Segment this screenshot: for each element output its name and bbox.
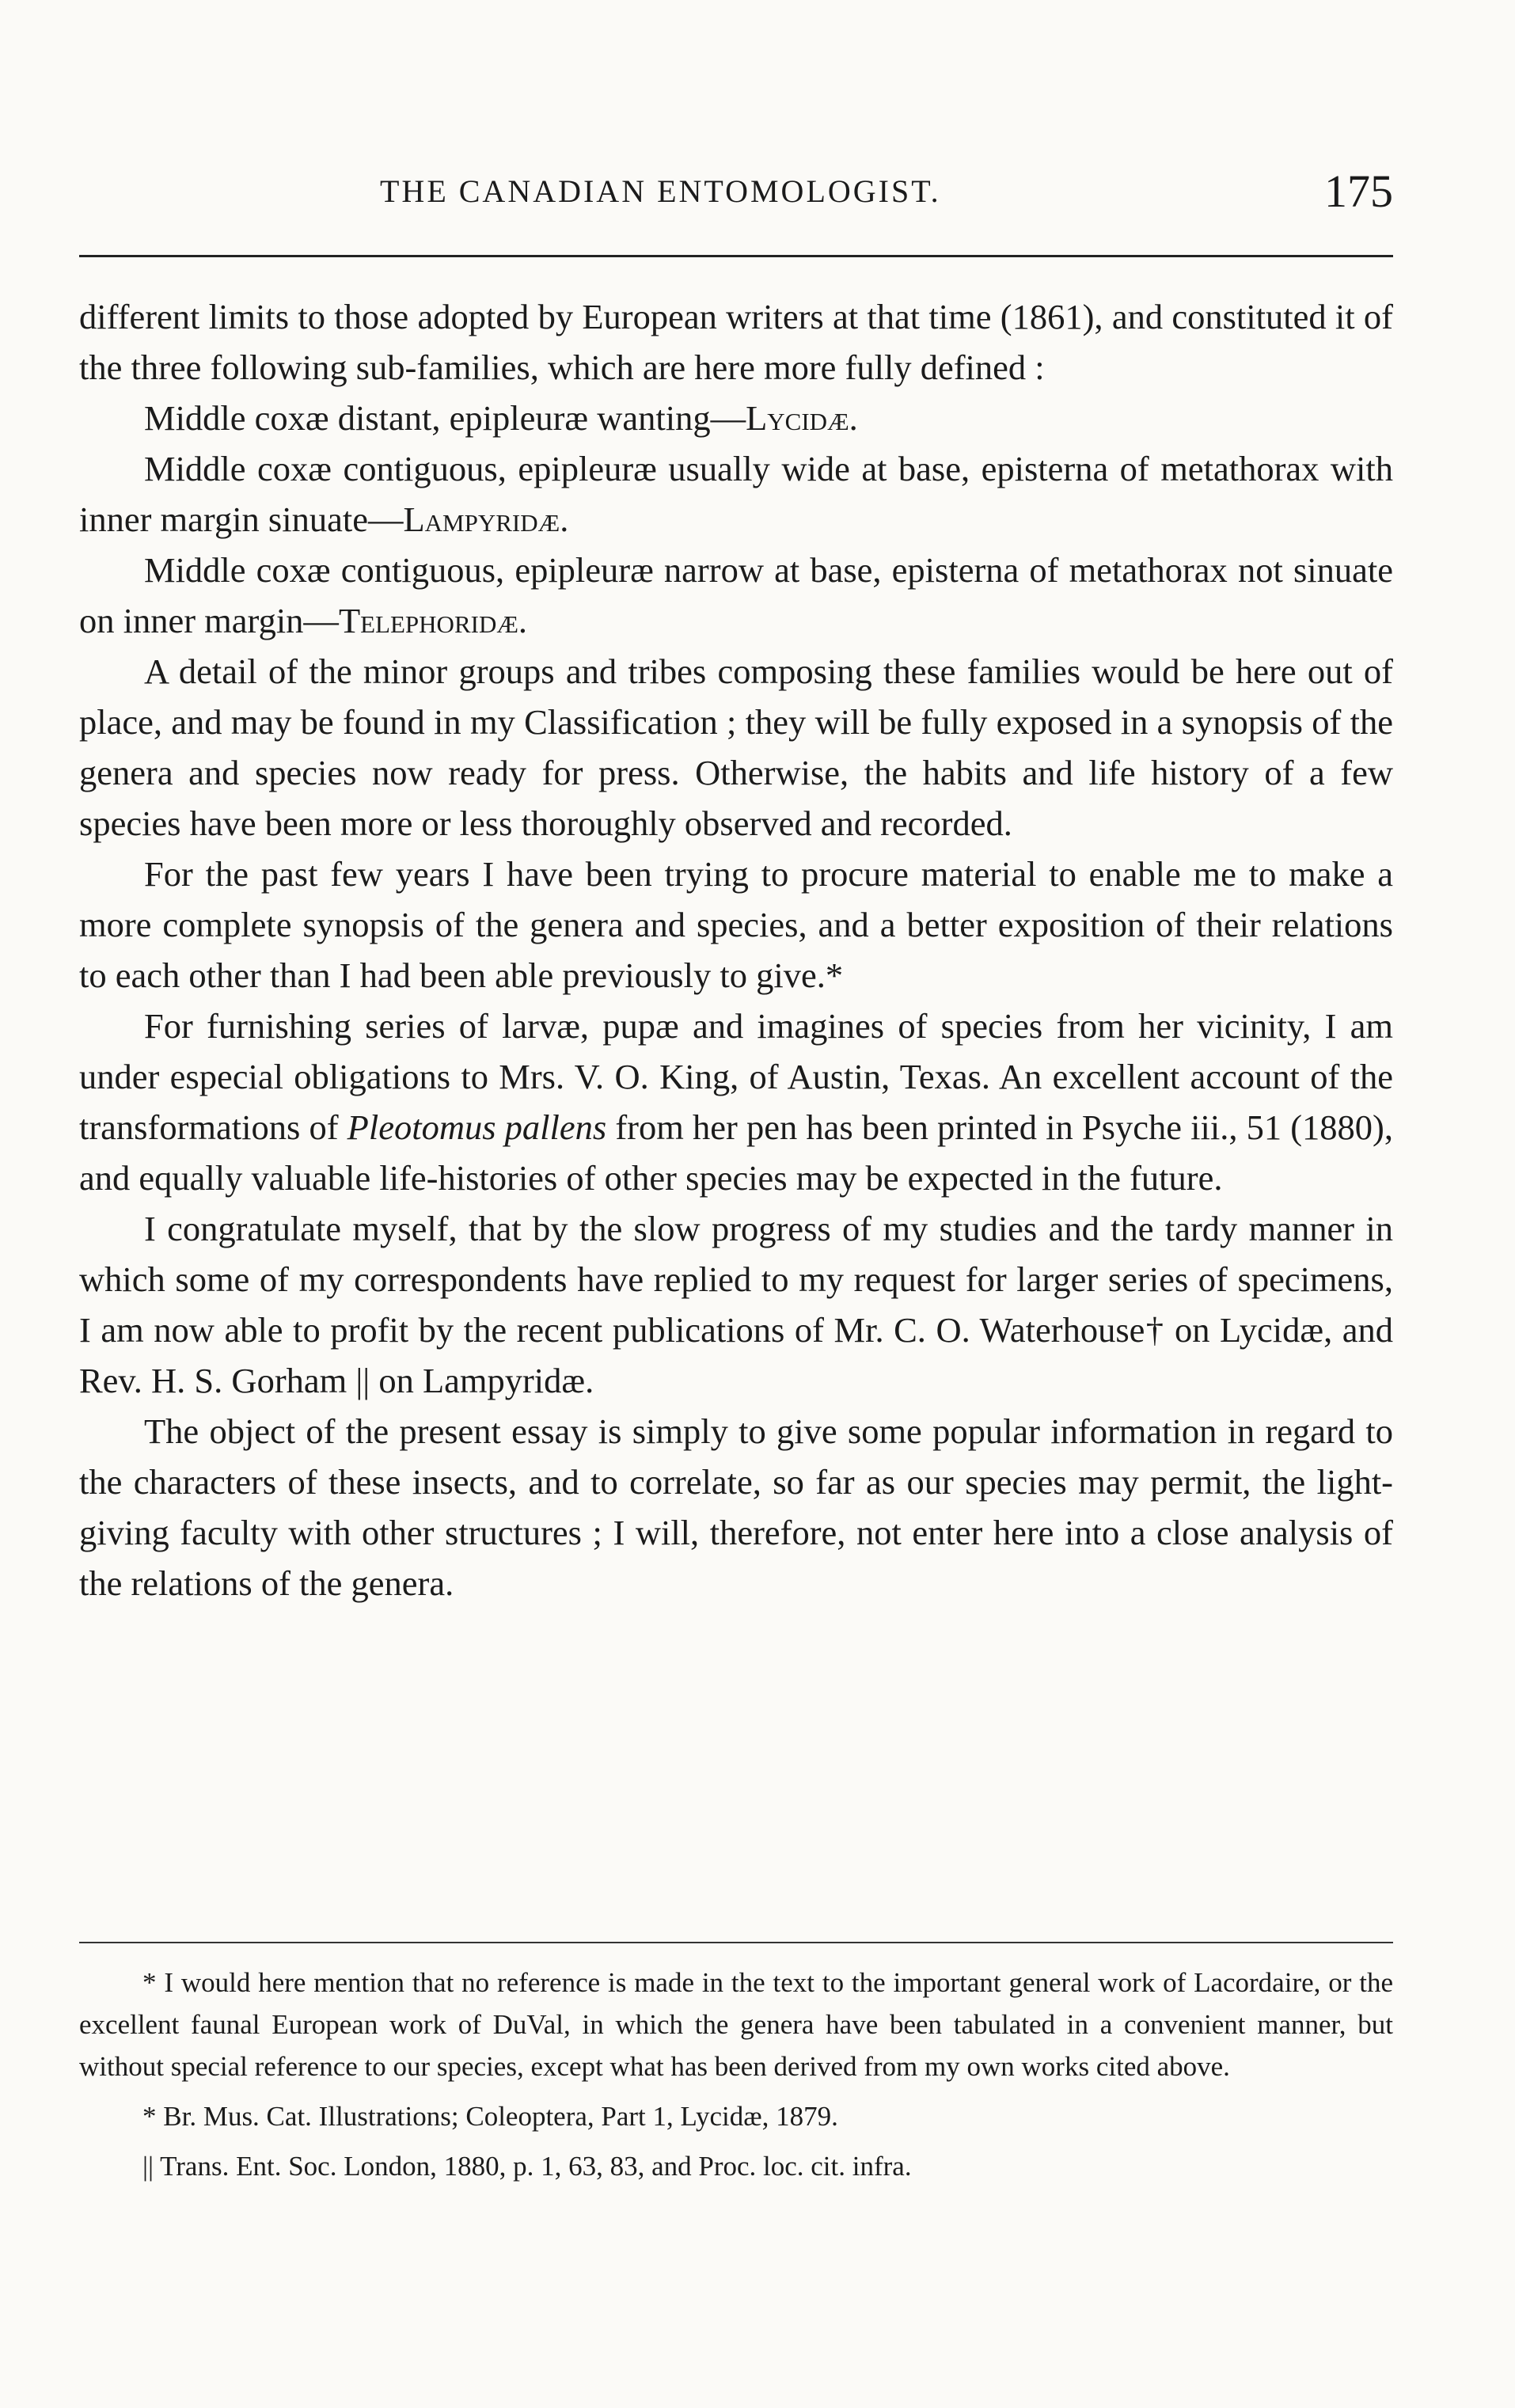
- footnotes: [79, 1962, 1393, 2187]
- paragraph: I congratulate myself, that by the slow progress of my studies and the tardy manner in which some of my correspondents have replied to my request for larger series of specimens, I am now able to profit by the recent publications of Mr. C. O. Waterhouse† on Lycidæ, and Rev. H. S. Gorham || on Lampyridæ.: [79, 1209, 1393, 1400]
- footnote: * Br. Mus. Cat. Illustrations; Coleoptera, Part 1, Lycidæ, 1879.: [142, 2101, 838, 2132]
- footnote: || Trans. Ent. Soc. London, 1880, p. 1, 63, 83, and Proc. loc. cit. infra.: [142, 2151, 912, 2182]
- paragraph: For the past few years I have been trying to procure material to enable me to make a more complete synopsis of the genera and species, and a better exposition of their relations to each other than I had been able previously to give.*: [79, 854, 1393, 995]
- paragraph-continued: different limits to those adopted by European writers at that time (1861), and constituted it of the three following sub-families, which are here more fully defined :: [79, 297, 1393, 387]
- header-rule: [79, 255, 1393, 257]
- definition-lampyridae: [79, 443, 1393, 545]
- definition-lycidae: [79, 393, 1393, 443]
- definition-text: Middle coxæ distant, epipleuræ wanting—: [144, 398, 746, 438]
- footnote: * I would here mention that no reference is made in the text to the important general work of Lacordaire, or the excellent faunal European work of DuVal, in which the genera have been tabulated in a convenient manner, but without special reference to our species, except what has been derived from my own works cited above.: [79, 1967, 1393, 2082]
- paragraph: [79, 1001, 1393, 1203]
- definition-text: Middle coxæ contiguous, epipleuræ usually wide at base, episterna of metathorax with inner margin sinuate—: [79, 449, 1393, 539]
- definition-telephoridae: [79, 545, 1393, 646]
- family-name: Lampyridæ.: [403, 499, 569, 539]
- paragraph: A detail of the minor groups and tribes composing these families would be here out of place, and may be found in my Classification ; they will be fully exposed in a synopsis of the genera and species now ready for press. Otherwise, the habits and life history of a few species have been more or less thoroughly observed and recorded.: [79, 651, 1393, 843]
- main-text: [79, 291, 1393, 1608]
- species-name: Pleotomus pallens: [347, 1107, 607, 1147]
- definition-text: Middle coxæ contiguous, epipleuræ narrow at base, episterna of metathorax not sinuate on inner margin—: [79, 550, 1393, 640]
- page-number: 175: [1324, 165, 1393, 217]
- running-title: THE CANADIAN ENTOMOLOGIST.: [380, 173, 941, 209]
- family-name: Lycidæ.: [746, 398, 858, 438]
- page-header: [79, 165, 1393, 228]
- paragraph: The object of the present essay is simply to give some popular information in regard to the characters of these insects, and to correlate, so far as our species may permit, the light-giving faculty with other structures ; I will, therefore, not enter here into a close analysis of the relations of the genera.: [79, 1411, 1393, 1603]
- paragraph-text: from her pen has been printed in Psyche iii., 51 (1880), and equally valuable life-histories of other species may be expected in the future.: [79, 1107, 1393, 1198]
- family-name: Telephoridæ.: [338, 601, 528, 640]
- paragraph-text: For furnishing series of larvæ, pupæ and imagines of species from her vicinity, I am under especial obligations to Mrs. V. O. King, of Austin, Texas. An excellent account of the transformations of: [79, 1006, 1393, 1147]
- footnote-rule: [79, 1942, 1393, 1943]
